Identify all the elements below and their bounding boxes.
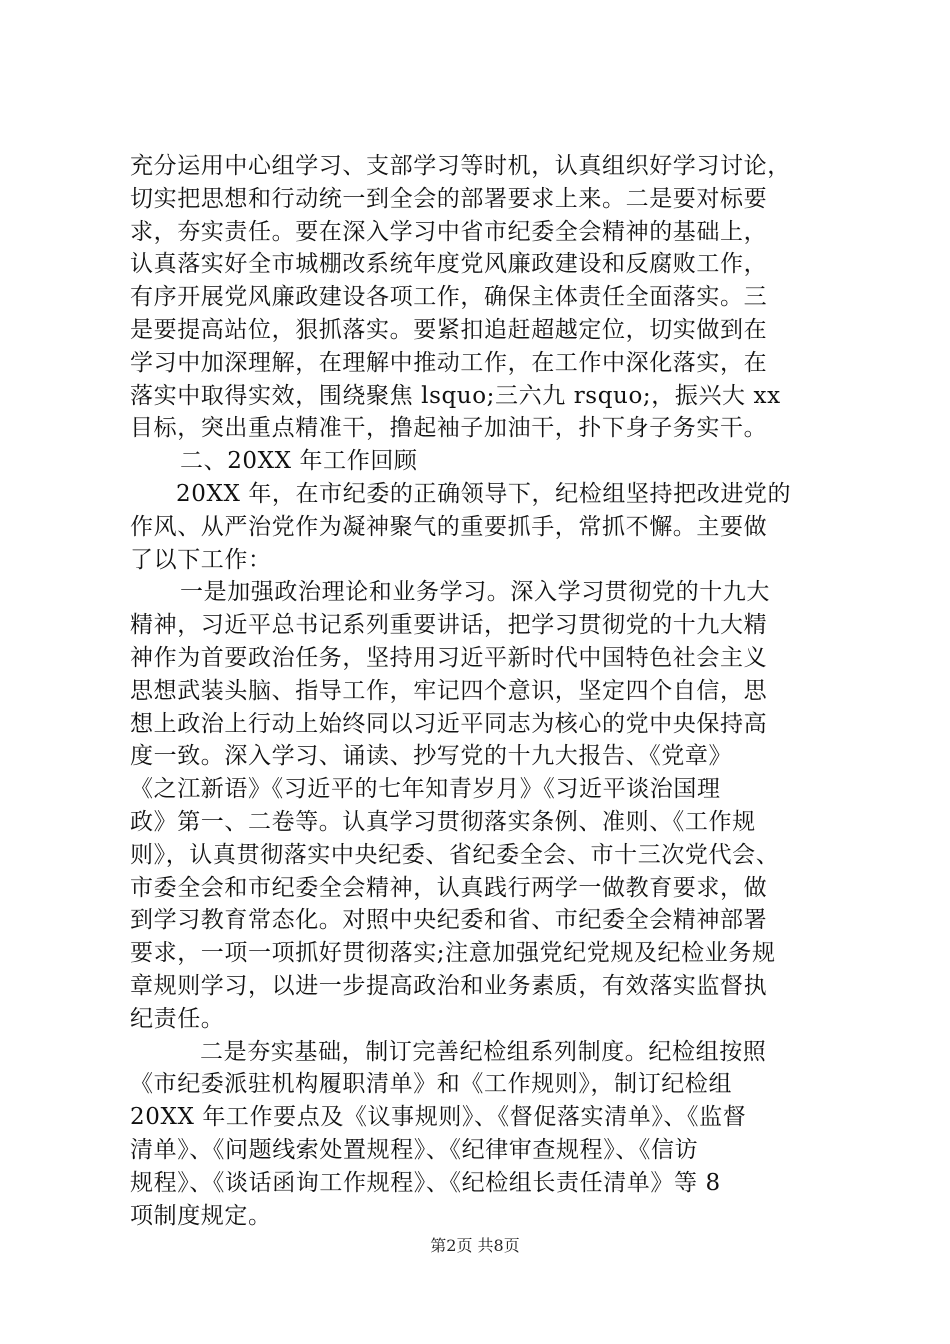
- text-line: 求，夯实责任。要在深入学习中省市纪委全会精神的基础上，: [130, 218, 768, 245]
- text-line: 落实中取得实效，围绕聚焦 lsquo;三六九 rsquo;，振兴大 xx: [130, 382, 781, 409]
- text-line: 政》第一、二卷等。认真学习贯彻落实条例、准则、《工作规: [130, 808, 756, 835]
- text-line: 要求，一项一项抓好贯彻落实;注意加强党纪党规及纪检业务规: [130, 940, 776, 967]
- text-line: 度一致。深入学习、诵读、抄写党的十九大报告、《党章》: [130, 743, 733, 770]
- text-line: 20XX 年工作要点及《议事规则》、《督促落实清单》、《监督: [130, 1104, 747, 1131]
- page-footer: 第2页 共8页: [430, 1236, 520, 1255]
- text-line: 切实把思想和行动统一到全会的部署要求上来。二是要对标要: [130, 185, 768, 212]
- text-line: 神作为首要政治任务，坚持用习近平新时代中国特色社会主义: [130, 644, 768, 671]
- text-line: 思想武装头脑、指导工作，牢记四个意识，坚定四个自信，思: [130, 677, 768, 704]
- text-line: 《之江新语》《习近平的七年知青岁月》《习近平谈治国理: [130, 776, 721, 803]
- text-line: 项制度规定。: [130, 1202, 272, 1229]
- text-line: 纪责任。: [130, 1005, 225, 1032]
- paragraph-start: 20XX 年，在市纪委的正确领导下，纪检组坚持把改进党的: [176, 480, 792, 507]
- text-line: 作风、从严治党作为凝神聚气的重要抓手，常抓不懈。主要做: [130, 513, 768, 540]
- section-heading: 二、20XX 年工作回顾: [180, 448, 418, 475]
- text-line: 规程》、《谈话函询工作规程》、《纪检组长责任清单》等 8: [130, 1169, 721, 1196]
- text-line: 想上政治上行动上始终同以习近平同志为核心的党中央保持高: [130, 710, 768, 737]
- text-line: 清单》、《问题线索处置规程》、《纪律审查规程》、《信访: [130, 1136, 699, 1163]
- text-line: 到学习教育常态化。对照中央纪委和省、市纪委全会精神部署: [130, 907, 768, 934]
- text-line: 目标，突出重点精准干，撸起袖子加油干，扑下身子务实干。: [130, 415, 768, 442]
- text-line: 则》，认真贯彻落实中央纪委、省纪委全会、市十三次党代会、: [130, 841, 780, 868]
- text-line: 是要提高站位，狠抓落实。要紧扣追赶超越定位，切实做到在: [130, 316, 768, 343]
- text-line: 充分运用中心组学习、支部学习等时机，认真组织好学习讨论，: [130, 153, 791, 179]
- text-line: 有序开展党风廉政建设各项工作，确保主体责任全面落实。三: [130, 284, 768, 311]
- text-line: 章规则学习，以进一步提高政治和业务素质，有效落实监督执: [130, 972, 768, 999]
- paragraph-start: 一是加强政治理论和业务学习。深入学习贯彻党的十九大: [180, 579, 770, 606]
- text-line: 认真落实好全市城棚改系统年度党风廉政建设和反腐败工作，: [130, 251, 768, 278]
- text-line: 精神，习近平总书记系列重要讲话，把学习贯彻党的十九大精: [130, 612, 768, 639]
- document-body: [130, 150, 842, 1232]
- text-line: 《市纪委派驻机构履职清单》和《工作规则》，制订纪检组: [130, 1071, 733, 1098]
- paragraph-start: 二是夯实基础，制订完善纪检组系列制度。纪检组按照: [200, 1038, 767, 1065]
- text-line: 了以下工作：: [130, 546, 272, 573]
- text-line: 学习中加深理解，在理解中推动工作，在工作中深化落实，在: [130, 349, 768, 376]
- text-line: 市委全会和市纪委全会精神，认真践行两学一做教育要求，做: [130, 874, 768, 901]
